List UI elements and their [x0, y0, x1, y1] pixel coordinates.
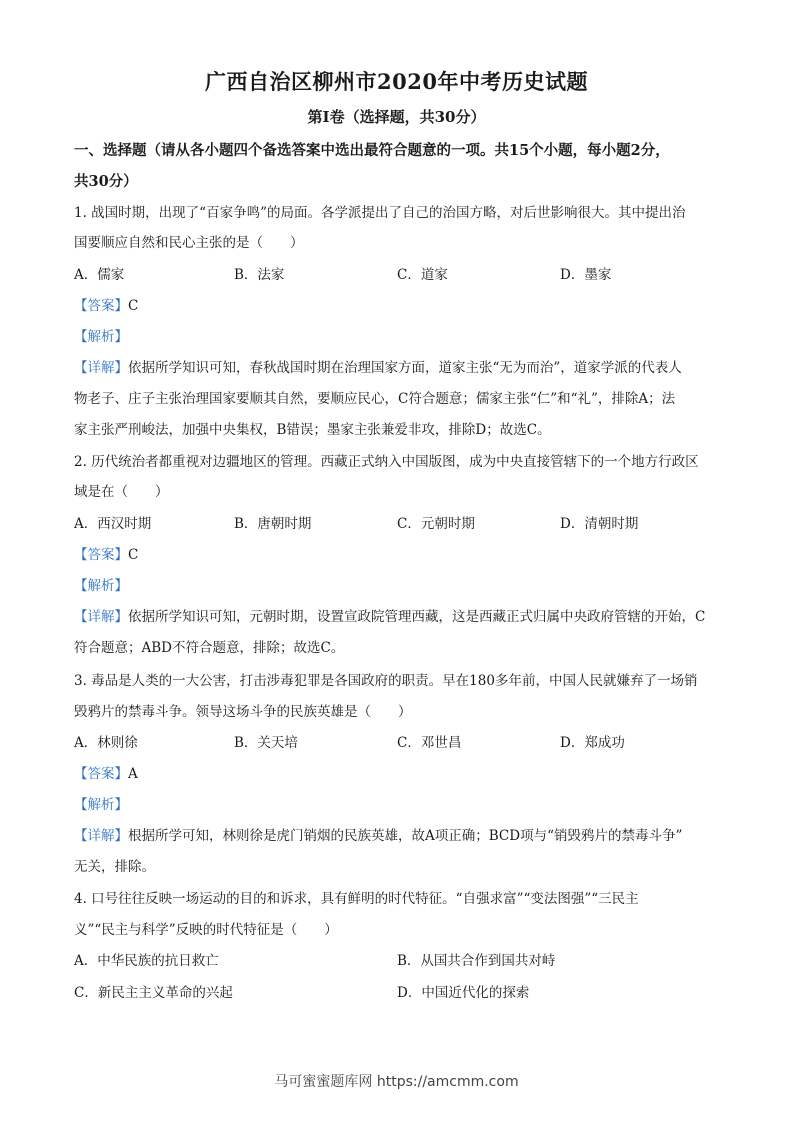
analysis-label: 【解析】 [74, 329, 128, 345]
q1-stem-line2: 国要顺应自然和民心主张的是（ ） [74, 235, 304, 251]
detail-label: 【详解】 [74, 609, 128, 625]
q2-option-b: B．唐朝时期 [234, 516, 312, 532]
q3-answer [74, 764, 138, 784]
page-title: 广西自治区柳州市2020年中考历史试题 [205, 69, 588, 94]
analysis-label: 【解析】 [74, 797, 128, 813]
analysis-label: 【解析】 [74, 578, 128, 594]
answer-label: 【答案】 [74, 766, 128, 782]
q1-analysis [74, 327, 128, 347]
q3-option-d: D．郑成功 [560, 735, 625, 751]
q3-option-c: C．邓世昌 [397, 735, 462, 751]
detail-label: 【详解】 [74, 360, 128, 376]
detail-label: 【详解】 [74, 828, 128, 844]
q2-option-c: C．元朝时期 [397, 516, 475, 532]
section-heading-line1: 一、选择题（请从各小题四个备选答案中选出最符合题意的一项。共15个小题，每小题2分， [74, 142, 670, 159]
q2-option-a: A．西汉时期 [74, 516, 152, 532]
q2-analysis [74, 576, 128, 596]
q1-option-b: B．法家 [234, 267, 285, 283]
q1-detail-line2: 物老子、庄子主张治理国家要顺其自然，要顺应民心，C符合题意；儒家主张“仁”和“礼”，排除A；法 [74, 391, 676, 407]
q3-detail-line1: 【详解】根据所学可知，林则徐是虎门销烟的民族英雄，故A项正确；BCD项与“销毁鸦片的禁毒斗争” [74, 828, 683, 844]
q3-detail-line2: 无关，排除。 [74, 859, 155, 875]
section-heading [74, 135, 734, 197]
q3-option-a: A．林则徐 [74, 735, 138, 751]
q1-detail-line3: 家主张严刑峻法，加强中央集权，B错误；墨家主张兼爱非攻，排除D；故选C。 [74, 422, 551, 438]
q2-detail-line2: 符合题意；ABD不符合题意，排除；故选C。 [74, 640, 345, 656]
q3-answer-value: A [128, 766, 138, 782]
answer-label: 【答案】 [74, 298, 128, 314]
q2-detail-line1: 【详解】依据所学知识可知，元朝时期，设置宣政院管理西藏，这是西藏正式归属中央政府管辖的开始，C [74, 609, 706, 625]
q2-option-d: D．清朝时期 [560, 516, 639, 532]
q4-stem-line2: 义”“民主与科学”反映的时代特征是（ ） [74, 922, 338, 938]
footer-watermark: 马可蜜蜜题库网 https://amcmm.com [274, 1074, 519, 1090]
q1-answer-value: C [128, 298, 139, 314]
q1-option-d: D．墨家 [560, 267, 612, 283]
q4-option-b: B．从国共合作到国共对峙 [397, 953, 556, 969]
q3-stem-line1: 3. 毒品是人类的一大公害，打击涉毒犯罪是各国政府的职责。早在180多年前，中国人民就嫌弃了一场销 [74, 673, 698, 689]
q4-option-c: C．新民主主义革命的兴起 [74, 985, 233, 1001]
q2-stem-line2: 域是在（ ） [74, 484, 169, 500]
q1-option-a: A．儒家 [74, 267, 125, 283]
q1-stem-line1: 1. 战国时期，出现了“百家争鸣”的局面。各学派提出了自己的治国方略，对后世影响很大。其中提出治 [74, 205, 686, 221]
q1-detail-line1: 【详解】依据所学知识可知，春秋战国时期在治理国家方面，道家主张“无为而治”，道家学派的代表人 [74, 360, 682, 376]
section-subtitle: 第Ⅰ卷（选择题，共30分） [307, 108, 486, 126]
q1-answer [74, 296, 138, 316]
q2-stem-line1: 2. 历代统治者都重视对边疆地区的管理。西藏正式纳入中国版图，成为中央直接管辖下的一个地方行政区 [74, 454, 699, 470]
q2-answer [74, 545, 138, 565]
q3-stem-line2: 毁鸦片的禁毒斗争。领导这场斗争的民族英雄是（ ） [74, 704, 412, 720]
answer-label: 【答案】 [74, 547, 128, 563]
q2-answer-value: C [128, 547, 139, 563]
q4-option-a: A．中华民族的抗日救亡 [74, 953, 219, 969]
q1-option-c: C．道家 [397, 267, 448, 283]
section-heading-line2: 共30分） [74, 173, 138, 190]
q4-stem-line1: 4. 口号往往反映一场运动的目的和诉求，具有鲜明的时代特征。“自强求富”“变法图强”“三民主 [74, 891, 639, 907]
q4-option-d: D．中国近代化的探索 [397, 985, 530, 1001]
q3-option-b: B．关天培 [234, 735, 298, 751]
q3-analysis [74, 795, 128, 815]
